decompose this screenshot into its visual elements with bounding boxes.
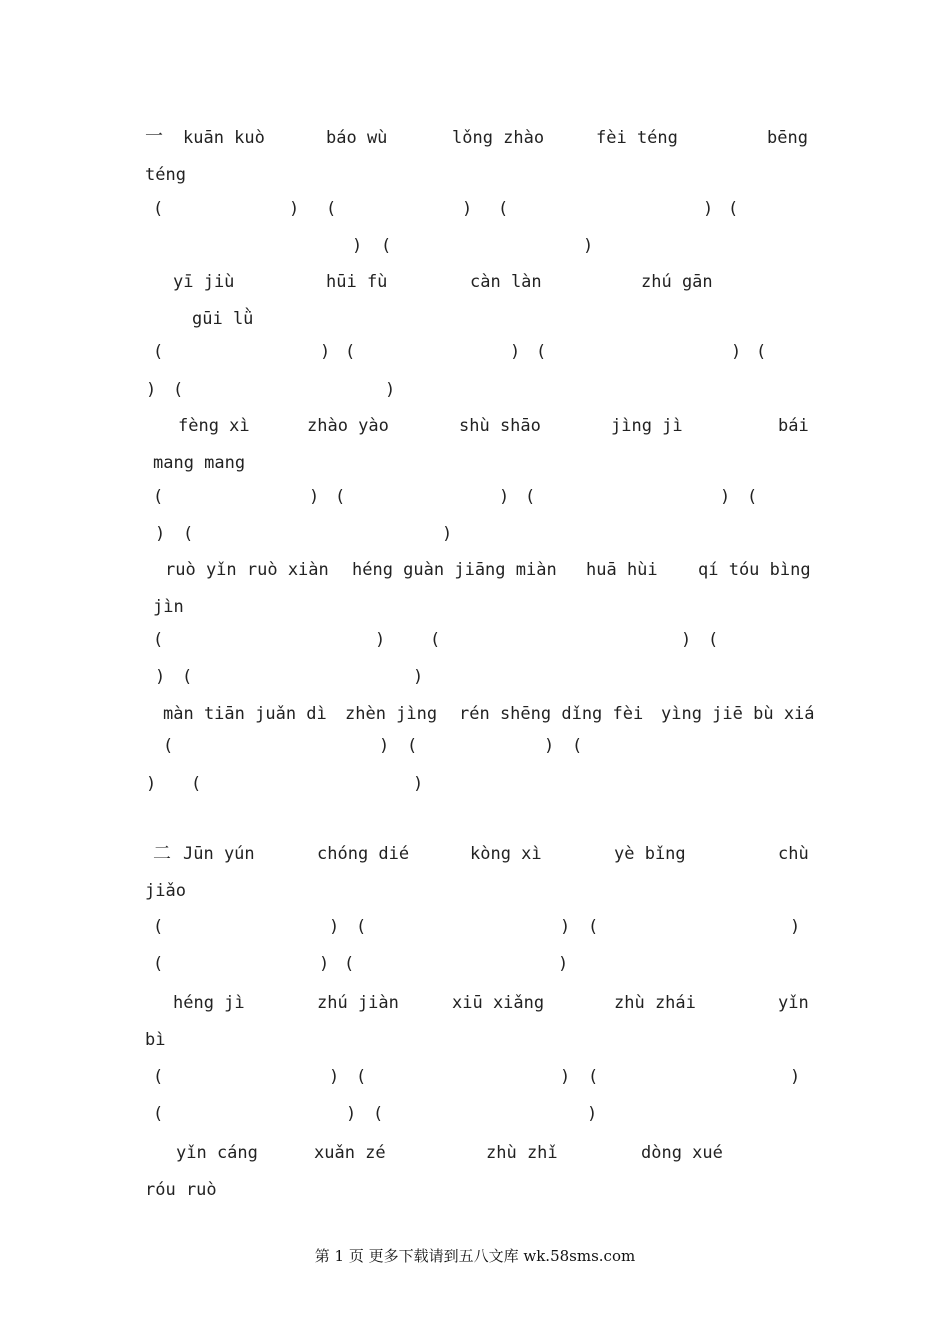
pinyin-item: zhú gān (641, 272, 713, 292)
s1r4a-close-1: ) (681, 630, 692, 650)
pinyin-item: yìng jiē bù xiá (661, 704, 815, 724)
pinyin-item: rén shēng dǐng fèi (459, 704, 644, 724)
s1r2a-close-1: ) (510, 342, 521, 362)
s2r2a-close-0: ) (329, 1067, 340, 1087)
pinyin-item: bái (778, 416, 809, 436)
pinyin-item: yǐn cáng (176, 1143, 258, 1163)
s2r1a-open-0: ( (153, 917, 164, 937)
s1r4a-open-0: ( (153, 630, 164, 650)
pinyin-item: jìng jì (611, 416, 683, 436)
pinyin-item: jìn (153, 597, 184, 617)
pinyin-item: yī jiù (173, 272, 235, 292)
s1r2b-close-1: ) (385, 380, 396, 400)
pinyin-item: jiǎo (145, 881, 186, 901)
pinyin-item: téng (145, 165, 186, 185)
section-2-marker: 二 (153, 843, 171, 864)
s1r3a-close-0: ) (309, 487, 320, 507)
s1r1a-close-2: ) (703, 199, 714, 219)
s1r1a-open-1: ( (326, 199, 337, 219)
s2r2a-open-2: ( (588, 1067, 599, 1087)
s2r2a-open-0: ( (153, 1067, 164, 1087)
s1r1a-close-1: ) (462, 199, 473, 219)
pinyin-item: mang mang (153, 453, 246, 473)
s1r2a-open-1: ( (345, 342, 356, 362)
s2r1a-close-2: ) (790, 917, 801, 937)
section-1-marker: 一 (145, 126, 163, 147)
s1r5b-close-1: ) (413, 774, 424, 794)
pinyin-item: báo wù (326, 128, 388, 148)
s1r3a-close-2: ) (720, 487, 731, 507)
s1r2a-open-2: ( (536, 342, 547, 362)
pinyin-item: róu ruò (145, 1180, 217, 1200)
pinyin-item: fèng xì (178, 416, 250, 436)
pinyin-item: huā hùi (586, 560, 658, 580)
pinyin-item: càn làn (470, 272, 542, 292)
s1r5a-open-0: ( (163, 736, 174, 756)
pinyin-item: ruò yǐn ruò xiàn (165, 560, 329, 580)
pinyin-item: chóng dié (317, 844, 410, 864)
s1r5a-open-1: ( (407, 736, 418, 756)
pinyin-item: hūi fù (326, 272, 388, 292)
s1r5b-close-0: ) (146, 774, 157, 794)
s2r2a-close-1: ) (560, 1067, 571, 1087)
s1r4b-open-0: ( (182, 667, 193, 687)
pinyin-item: héng guàn jiāng miàn (352, 560, 557, 580)
pinyin-item: Jūn yún (183, 844, 255, 864)
pinyin-item: gūi lǜ (192, 309, 254, 329)
s2r2b-close-0: ) (346, 1104, 357, 1124)
pinyin-item: shù shāo (459, 416, 541, 436)
s2r1a-open-1: ( (356, 917, 367, 937)
s2r1b-open-1: ( (344, 954, 355, 974)
page-footer: 第 1 页 更多下载请到五八文库 wk.58sms.com (314, 1247, 636, 1265)
pinyin-item: màn tiān juǎn dì (163, 704, 327, 724)
s2r1b-close-1: ) (558, 954, 569, 974)
pinyin-item: dòng xué (641, 1143, 723, 1163)
s1r5b-open-0: ( (191, 774, 202, 794)
s1r3a-open-2: ( (525, 487, 536, 507)
s1r3a-close-1: ) (499, 487, 510, 507)
s1r5a-close-1: ) (544, 736, 555, 756)
s1r3b-close-0: ) (155, 524, 166, 544)
s1r5a-open-2: ( (572, 736, 583, 756)
pinyin-item: xiū xiǎng (452, 993, 545, 1013)
s1r1b-close-1: ) (583, 236, 594, 256)
s2r2a-open-1: ( (356, 1067, 367, 1087)
s1r4b-close-0: ) (155, 667, 166, 687)
pinyin-item: xuǎn zé (314, 1143, 386, 1163)
pinyin-item: zhú jiàn (317, 993, 399, 1013)
pinyin-item: héng jì (173, 993, 245, 1013)
s1r3b-open-0: ( (183, 524, 194, 544)
s2r1a-open-2: ( (588, 917, 599, 937)
s1r4a-open-1: ( (430, 630, 441, 650)
s2r1b-close-0: ) (319, 954, 330, 974)
pinyin-item: bì (145, 1030, 166, 1050)
s1r1a-open-3: ( (728, 199, 739, 219)
s1r1b-open-0: ( (381, 236, 392, 256)
s1r1a-open-0: ( (153, 199, 164, 219)
pinyin-item: yǐn (778, 993, 809, 1013)
pinyin-item: yè bǐng (614, 844, 686, 864)
s2r2a-close-2: ) (790, 1067, 801, 1087)
pinyin-item: bēng (767, 128, 808, 148)
s1r3b-close-1: ) (442, 524, 453, 544)
pinyin-item: zhù zhái (614, 993, 696, 1013)
s1r4a-open-2: ( (708, 630, 719, 650)
s1r2b-close-0: ) (146, 380, 157, 400)
pinyin-item: lǒng zhào (452, 128, 545, 148)
s2r2b-open-1: ( (373, 1104, 384, 1124)
s1r1b-close-0: ) (352, 236, 363, 256)
s1r2a-open-3: ( (756, 342, 767, 362)
s2r1a-close-1: ) (560, 917, 571, 937)
pinyin-item: zhào yào (307, 416, 389, 436)
s1r3a-open-3: ( (747, 487, 758, 507)
s1r2a-close-0: ) (320, 342, 331, 362)
pinyin-item: zhù zhǐ (486, 1143, 558, 1163)
s2r2b-open-0: ( (153, 1104, 164, 1124)
s2r2b-close-1: ) (587, 1104, 598, 1124)
s1r3a-open-1: ( (335, 487, 346, 507)
s1r1a-open-2: ( (498, 199, 509, 219)
pinyin-item: zhèn jìng (345, 704, 438, 724)
pinyin-item: kòng xì (470, 844, 542, 864)
s1r1a-close-0: ) (289, 199, 300, 219)
pinyin-item: qí tóu bìng (698, 560, 811, 580)
pinyin-item: kuān kuò (183, 128, 265, 148)
s1r3a-open-0: ( (153, 487, 164, 507)
s1r2b-open-0: ( (173, 380, 184, 400)
pinyin-item: fèi téng (596, 128, 678, 148)
s1r2a-close-2: ) (731, 342, 742, 362)
s1r4b-close-1: ) (413, 667, 424, 687)
s1r4a-close-0: ) (375, 630, 386, 650)
s1r5a-close-0: ) (379, 736, 390, 756)
pinyin-item: chù (778, 844, 809, 864)
s2r1b-open-0: ( (153, 954, 164, 974)
s1r2a-open-0: ( (153, 342, 164, 362)
s2r1a-close-0: ) (329, 917, 340, 937)
